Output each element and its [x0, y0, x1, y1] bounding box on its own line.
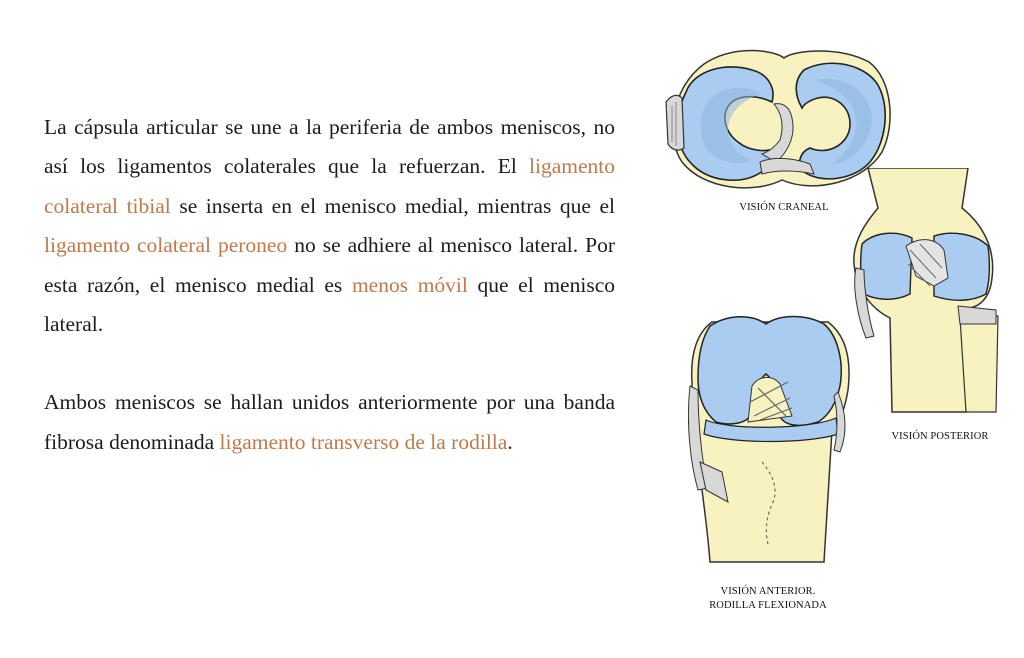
paragraph-transverse [44, 383, 615, 462]
caption-posterior-view: VISIÓN POSTERIOR [891, 431, 989, 442]
highlight-tibial-collateral-ligament: ligamento colateral tibial [44, 154, 615, 218]
figure-anterior-view [688, 312, 856, 611]
text-segment: Ambos meniscos se hallan unidos anteriormente por una banda fibrosa denominada [44, 390, 615, 454]
text-segment: que el menisco lateral. [44, 272, 615, 337]
text-segment: La cápsula articular se une a la periferia de ambos meniscos, no así los ligamentos colaterales que la refuerzan. El [44, 115, 615, 179]
text-segment: . [507, 429, 513, 454]
caption-cranial-view: VISIÓN CRANEAL [739, 202, 829, 213]
highlight-fibular-collateral-ligament: ligamento colateral peroneo [44, 233, 288, 258]
text-segment: se inserta en el menisco medial, mientras que el [170, 193, 616, 218]
anterior-view-illustration [688, 312, 856, 567]
highlight-transverse-ligament: ligamento transverso de la rodilla [219, 429, 508, 454]
caption-anterior-line2: RODILLA FLEXIONADA [709, 600, 827, 611]
text-segment: no se adhiere al menisco lateral. Por esta razón, el menisco medial es [44, 233, 615, 297]
posterior-view-illustration [850, 168, 1000, 413]
highlight-less-mobile: menos móvil [351, 272, 468, 297]
text-column [44, 108, 615, 462]
caption-anterior-view [668, 585, 868, 613]
paragraph-capsule [44, 108, 615, 344]
caption-anterior-line1: VISIÓN ANTERIOR. [720, 586, 816, 597]
figure-posterior-view [850, 168, 1000, 442]
